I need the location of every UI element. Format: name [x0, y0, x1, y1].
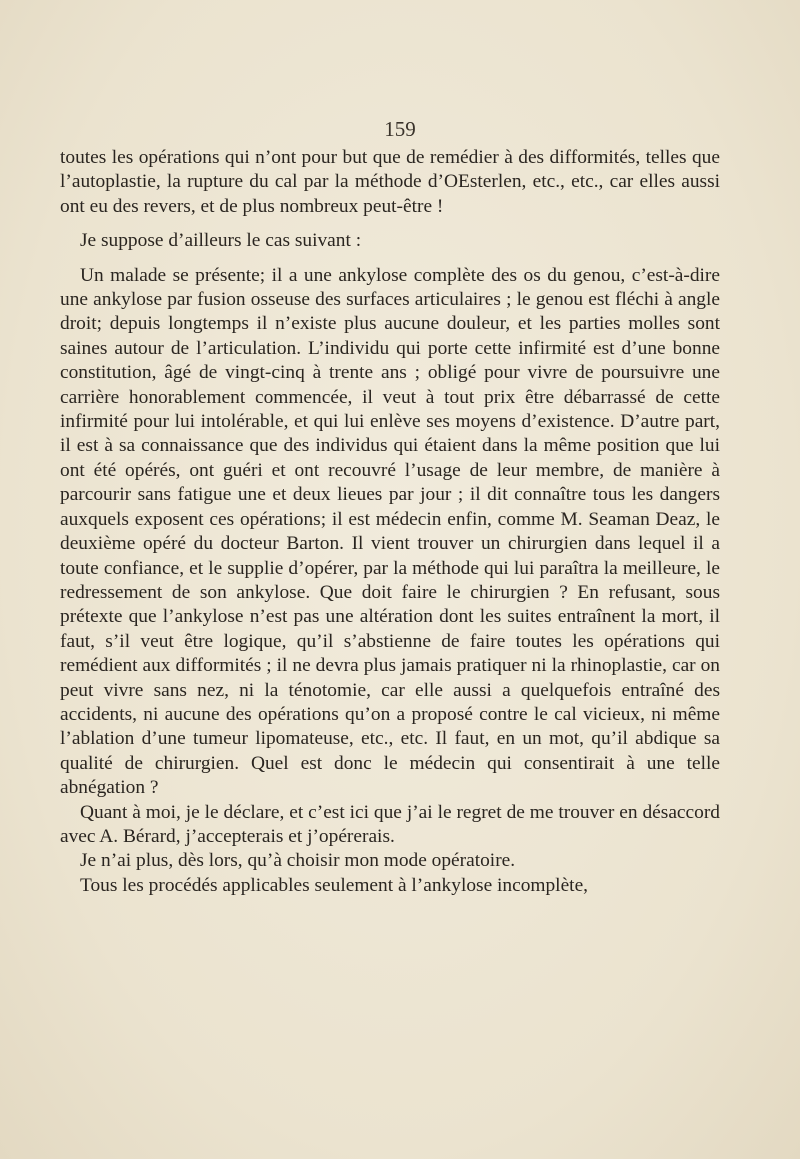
paragraph: Tous les procédés applicables seulement à l’ankylose incomplète, — [80, 874, 589, 896]
body-text — [60, 146, 720, 898]
paragraph: Je suppose d’ailleurs le cas suivant : — [80, 230, 362, 252]
paragraph: toutes les opérations qui n’ont pour but que de remédier à des difformités, telles que l’autoplastie, la rupture du cal par la méthode d’OEsterlen, etc., etc., car elles aussi ont eu des revers, et de plus nombreux peut-être ! — [60, 147, 720, 217]
paragraph: Quant à moi, je le déclare, et c’est ici que j’ai le regret de me trouver en désaccord avec A. Bérard, j’accepterais et j’opérerais. — [60, 801, 720, 847]
paragraph: Un malade se présente; il a une ankylose complète des os du genou, c’est-à-dire une ankylose par fusion osseuse des surfaces articulaires ; le genou est fléchi à angle droit; depuis longtemps il n’existe plus aucune douleur, et les parties molles sont saines autour de l’articulation. L’individu qui porte cette infirmité est d’une bonne constitution, âgé de vingt-cinq à trente ans ; obligé pour vivre de poursuivre une carrière honorablement commencée, il veut à tout prix être débarrassé de cette infirmité pour lui intolérable, et qui lui enlève ses moyens d’existence. D’autre part, il est à sa connaissance que des individus qui étaient dans la même position que lui ont été opérés, ont guéri et ont recouvré l’usage de leur membre, de manière à parcourir sans fatigue une et deux lieues par jour ; il dit connaître tous les dangers auxquels exposent ces opérations; il est médecin enfin, comme M. Seaman Deaz, le deuxième opéré du docteur Barton. Il vient trouver un chirurgien dans lequel il a toute confiance, et le supplie d’opérer, par la méthode qui lui paraîtra la meilleure, le redressement de son ankylose. Que doit faire le chirurgien ? En refusant, sous prétexte que l’ankylose n’est pas une altération dont les suites entraînent la mort, il faut, s’il veut être logique, qu’il s’abstienne de faire toutes les opérations qui remédient aux difformités ; il ne devra plus jamais pratiquer ni la rhinoplastie, car on peut vivre sans nez, ni la ténotomie, car elle aussi a quelquefois entraîné des accidents, ni aucune des opérations qu’on a proposé contre le cal vicieux, ni même l’ablation d’une tumeur lipomateuse, etc., etc. Il faut, en un mot, qu’il abdique sa qualité de chirurgien. Quel est donc le médecin qui consentirait à une telle abnégation ? — [60, 264, 720, 799]
page-number: 159 — [384, 117, 416, 141]
paragraph: Je n’ai plus, dès lors, qu’à choisir mon mode opératoire. — [80, 850, 516, 872]
